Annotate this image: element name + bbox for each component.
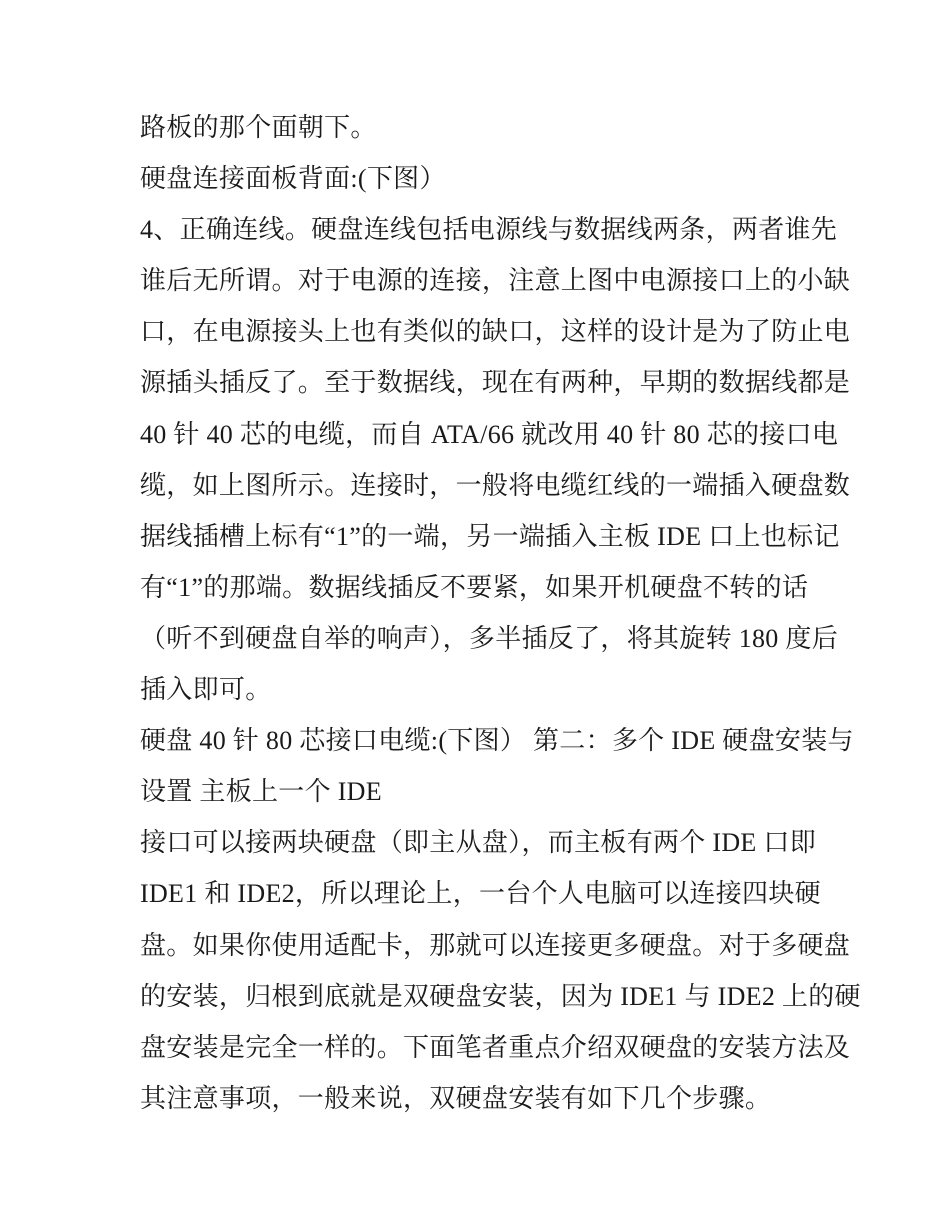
text-line: 路板的那个面朝下。 bbox=[140, 113, 377, 142]
text-line: 设置 主板上一个 IDE bbox=[140, 777, 382, 807]
text-line: 据线插槽上标有“1”的一端，另一端插入主板 IDE 口上也标记 bbox=[140, 521, 840, 551]
text-line: IDE1 和 IDE2，所以理论上，一台个人电脑可以连接四块硬 bbox=[140, 879, 821, 909]
text-line: （听不到硬盘自举的响声），多半插反了，将其旋转 180 度后 bbox=[140, 623, 839, 653]
text-line: 4、正确连线。硬盘连线包括电源线与数据线两条，两者谁先 bbox=[140, 215, 838, 245]
text-line: 缆，如上图所示。连接时，一般将电缆红线的一端插入硬盘数 bbox=[140, 470, 851, 500]
text-line: 口，在电源接头上也有类似的缺口，这样的设计是为了防止电 bbox=[140, 317, 851, 347]
text-line: 硬盘连接面板背面:(下图） bbox=[140, 164, 446, 194]
text-line: 盘。如果你使用适配卡，那就可以连接更多硬盘。对于多硬盘 bbox=[140, 930, 851, 960]
text-line: 其注意事项，一般来说，双硬盘安装有如下几个步骤。 bbox=[140, 1083, 772, 1113]
text-line: 硬盘 40 针 80 芯接口电缆:(下图） 第二：多个 IDE 硬盘安装与 bbox=[140, 726, 854, 756]
text-line: 盘安装是完全一样的。下面笔者重点介绍双硬盘的安装方法及 bbox=[140, 1032, 851, 1062]
text-line: 插入即可。 bbox=[140, 675, 272, 705]
text-line: 有“1”的那端。数据线插反不要紧，如果开机硬盘不转的话 bbox=[140, 572, 809, 602]
text-line: 接口可以接两块硬盘（即主从盘），而主板有两个 IDE 口即 bbox=[140, 828, 817, 858]
text-line: 的安装，归根到底就是双硬盘安装，因为 IDE1 与 IDE2 上的硬 bbox=[140, 981, 861, 1011]
text-line: 谁后无所谓。对于电源的连接，注意上图中电源接口上的小缺 bbox=[140, 266, 851, 296]
text-line: 源插头插反了。至于数据线，现在有两种，早期的数据线都是 bbox=[140, 368, 851, 398]
text-block bbox=[140, 102, 861, 1124]
text-line: 40 针 40 芯的电缆，而自 ATA/66 就改用 40 针 80 芯的接口电 bbox=[140, 419, 839, 449]
